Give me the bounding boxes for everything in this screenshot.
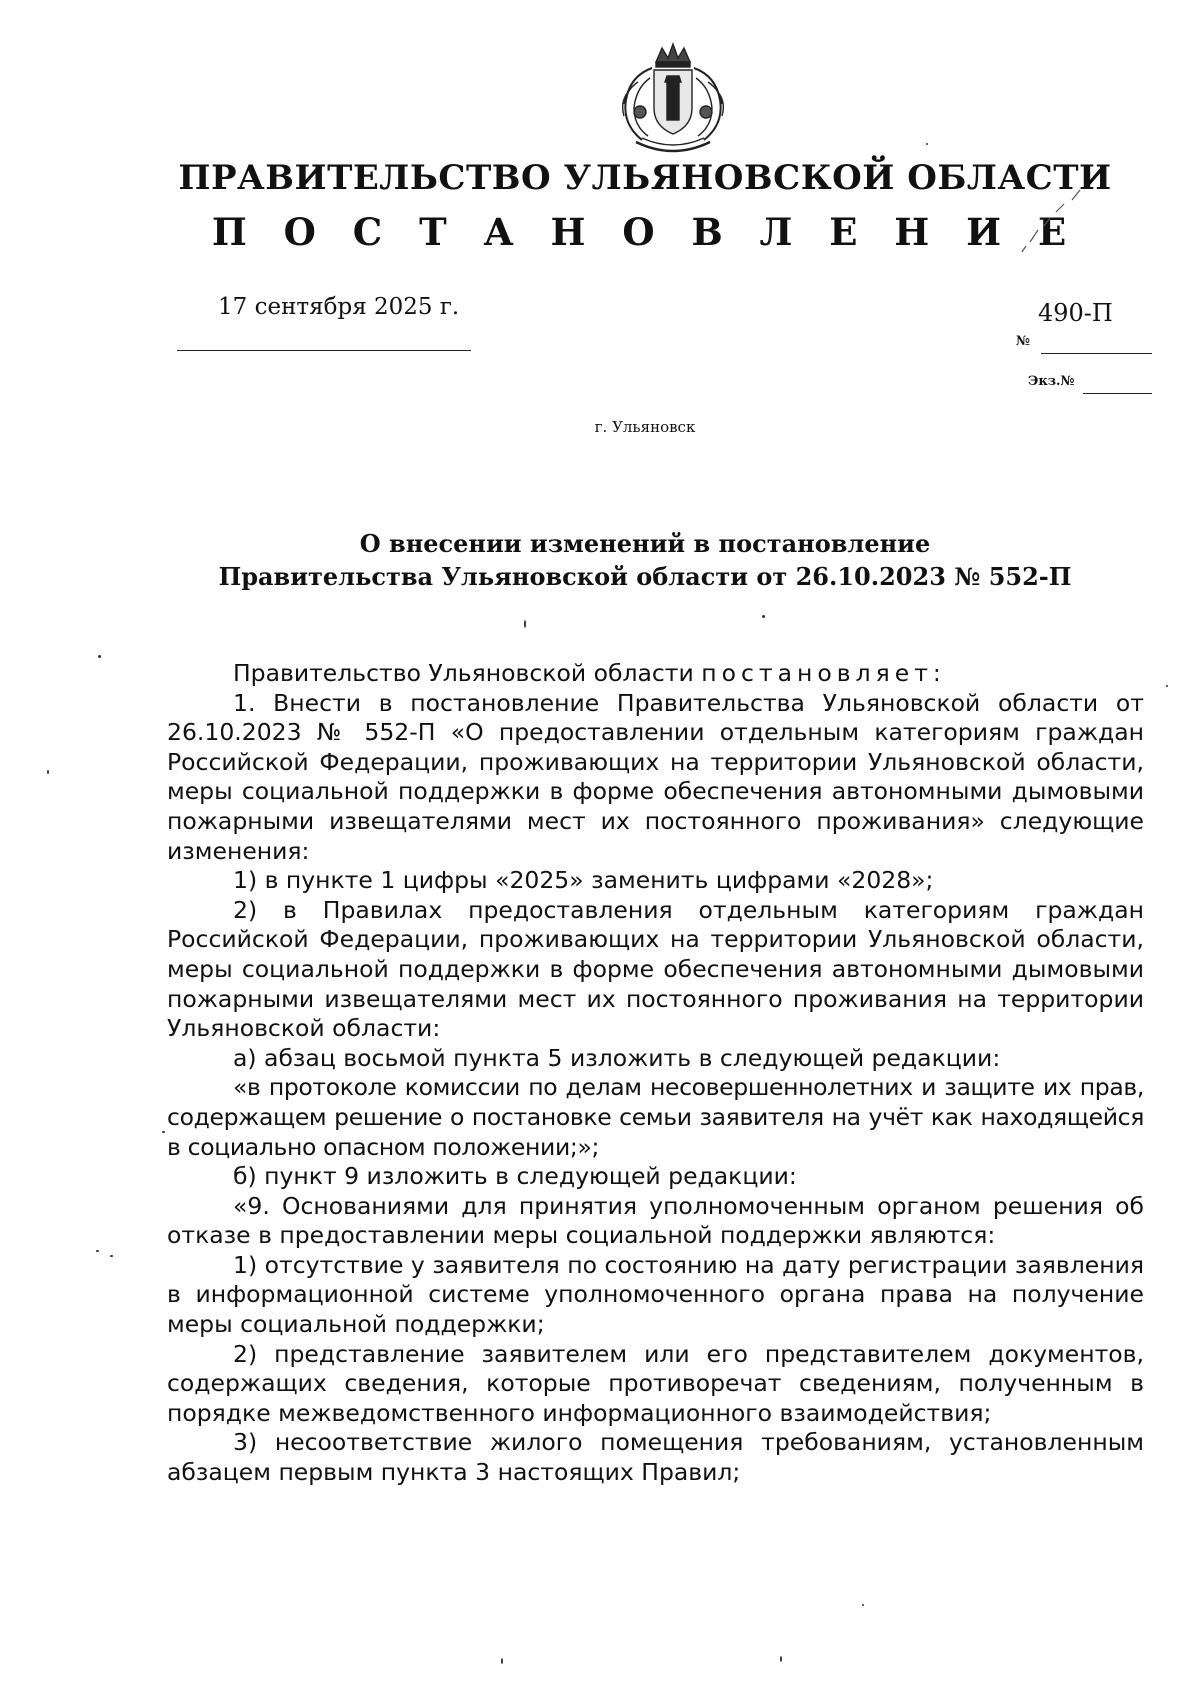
scan-speck [862, 1604, 864, 1606]
date-underline [177, 350, 471, 351]
paragraph-8: 1) отсутствие у заявителя по состоянию на дату регистрации заявления в информационной системе уполномоченного органа права на получение меры социальной поддержки; [167, 1250, 1144, 1339]
document-subject [150, 527, 1140, 593]
government-title: ПРАВИТЕЛЬСТВО УЛЬЯНОВСКОЙ ОБЛАСТИ [178, 158, 1112, 198]
scan-speck [47, 770, 49, 774]
paragraph-5: «в протоколе комиссии по делам несовершеннолетних и защите их прав, содержащем решение о постановке семьи заявителя на учёт как находящейся в социально опасном положении;»; [167, 1073, 1144, 1161]
paragraph-4: а) абзац восьмой пункта 5 изложить в следующей редакции: [233, 1043, 1001, 1072]
subject-line-2: Правительства Ульяновской области от 26.10.2023 № 552-П [218, 562, 1072, 591]
scan-speck [96, 1250, 99, 1252]
subject-line-1: О внесении изменений в постановление [359, 529, 931, 558]
scan-speck [524, 620, 526, 628]
scan-speck [1166, 685, 1168, 687]
scan-speck [926, 143, 928, 145]
document-number: 490-П [1038, 299, 1113, 327]
document-type-title: П О С Т А Н О В Л Е Н И Е [211, 210, 1079, 254]
scan-speck [110, 1255, 113, 1257]
scan-speck [162, 1131, 165, 1133]
paragraph-6: б) пункт 9 изложить в следующей редакции: [233, 1162, 797, 1191]
paragraph-1: 1. Внести в постановление Правительства Ульяновской области от 26.10.2023 № 552-П «О предоставлении отдельным категориям граждан Российской Федерации, проживающих на территории Ульяновской области, меры социальной поддержки в форме обеспечения автономными дымовыми пожарными извещателями мест их постоянного проживания» следующие изменения: [167, 688, 1144, 865]
number-label: № [1016, 334, 1031, 349]
scan-speck [98, 655, 101, 658]
coat-of-arms-emblem [612, 42, 734, 158]
paragraph-9: 2) представление заявителем или его представителем документов, содержащих сведения, которые противоречат сведениям, полученным в порядке межведомственного информационного взаимодействия; [167, 1339, 1144, 1427]
paragraph-3: 2) в Правилах предоставления отдельным категориям граждан Российской Федерации, проживающих на территории Ульяновской области, меры социальной поддержки в форме обеспечения автономными дымовыми пожарными извещателями мест их постоянного проживания на территории Ульяновской области: [167, 895, 1144, 1043]
scan-speck [780, 1656, 782, 1662]
copy-number-label: Экз.№ [1028, 374, 1075, 389]
scan-speck [762, 615, 765, 618]
document-date: 17 сентября 2025 г. [218, 294, 460, 320]
intro-lead: Правительство Ульяновской области [233, 659, 702, 687]
intro-paragraph [167, 659, 1144, 689]
intro-colon: : [932, 659, 941, 687]
number-underline [1041, 353, 1152, 354]
city-name: г. Ульяновск [594, 418, 696, 436]
intro-resolves: постановляет [701, 659, 933, 687]
pen-mark [1020, 190, 1130, 270]
paragraph-7: «9. Основаниями для принятия уполномоченным органом решения об отказе в предоставлении меры социальной поддержки являются: [167, 1191, 1144, 1250]
copy-number-underline [1083, 393, 1152, 394]
paragraph-10: 3) несоответствие жилого помещения требованиям, установленным абзацем первым пункта 3 настоящих Правил; [167, 1428, 1144, 1487]
paragraph-2: 1) в пункте 1 цифры «2025» заменить цифрами «2028»; [233, 866, 934, 895]
document-body [167, 659, 1144, 1488]
scan-speck [501, 1658, 503, 1664]
